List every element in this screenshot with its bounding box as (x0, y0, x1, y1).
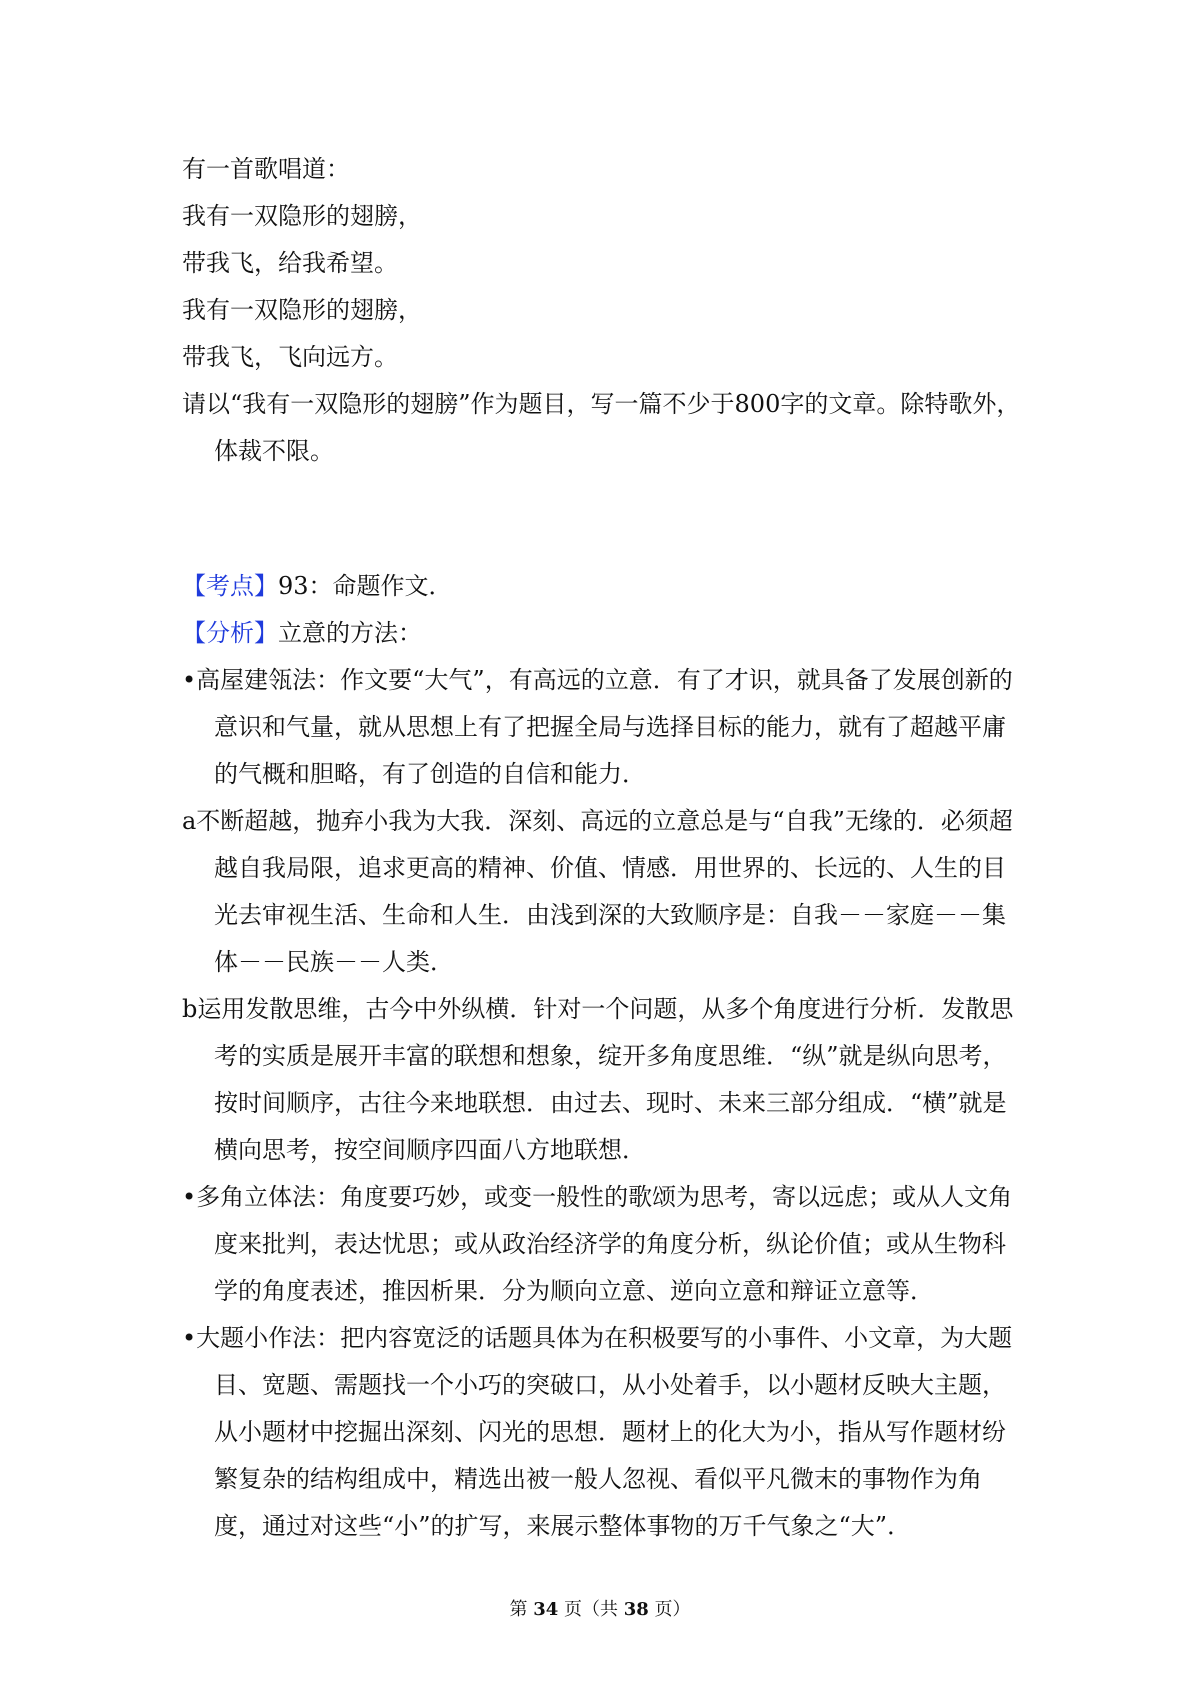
footer-prefix: 第 (509, 1599, 528, 1620)
prompt-instruction: 请以“我有一双隐形的翅膀”作为题目，写一篇不少于800字的文章。除特歌外，体裁不限。 (182, 390, 1021, 465)
prompt-line: 我有一双隐形的翅膀， (182, 202, 422, 230)
footer-page-number: 34 (533, 1599, 559, 1620)
method-paragraph: b运用发散思维，古今中外纵横．针对一个问题，从多个角度进行分析．发散思考的实质是展开丰富的联想和想象，绽开多角度思维．“纵”就是纵向思考，按时间顺序，古往今来地联想．由过去、现时、未来三部分组成．“横”就是横向思考，按空间顺序四面八方地联想． (182, 995, 1014, 1164)
section-gap (182, 475, 1022, 563)
method-paragraph: •高屋建瓴法：作文要“大气”，有高远的立意．有了才识，就具备了发展创新的意识和气量，就从思想上有了把握全局与选择目标的能力，就有了超越平庸的气概和胆略，有了创造的自信和能力． (182, 666, 1013, 788)
kaodian-text: 93：命题作文． (278, 572, 453, 600)
page-footer (0, 1598, 1200, 1622)
fenxi-tag: 【分析】 (182, 619, 278, 647)
fenxi-text: 立意的方法： (278, 619, 422, 647)
kaodian-tag: 【考点】 (182, 572, 278, 600)
page-content (182, 146, 1022, 1550)
footer-total-pages: 38 (623, 1599, 649, 1620)
method-paragraph: a不断超越，抛弃小我为大我．深刻、高远的立意总是与“自我”无缘的．必须超越自我局限，追求更高的精神、价值、情感．用世界的、长远的、人生的目光去审视生活、生命和人生．由浅到深的大致顺序是：自我－－家庭－－集体－－民族－－人类． (182, 807, 1013, 976)
prompt-line: 我有一双隐形的翅膀， (182, 296, 422, 324)
prompt-line: 带我飞，给我希望。 (182, 249, 398, 277)
method-paragraph: •大题小作法：把内容宽泛的话题具体为在积极要写的小事件、小文章，为大题目、宽题、需题找一个小巧的突破口，从小处着手，以小题材反映大主题，从小题材中挖掘出深刻、闪光的思想．题材上的化大为小，指从写作题材纷繁复杂的结构组成中，精选出被一般人忽视、看似平凡微末的事物作为角度，通过对这些“小”的扩写，来展示整体事物的万千气象之“大”． (182, 1324, 1013, 1540)
prompt-line: 带我飞，飞向远方。 (182, 343, 398, 371)
footer-suffix: 页） (654, 1599, 691, 1620)
kaodian-line (182, 563, 1022, 610)
prompt-line: 有一首歌唱道： (182, 155, 350, 183)
fenxi-line (182, 610, 1022, 657)
method-paragraph: •多角立体法：角度要巧妙，或变一般性的歌颂为思考，寄以远虑；或从人文角度来批判，表达忧思；或从政治经济学的角度分析，纵论价值；或从生物科学的角度表述，推因析果．分为顺向立意、逆向立意和辩证立意等． (182, 1183, 1013, 1305)
footer-middle: 页（共 (564, 1599, 618, 1620)
